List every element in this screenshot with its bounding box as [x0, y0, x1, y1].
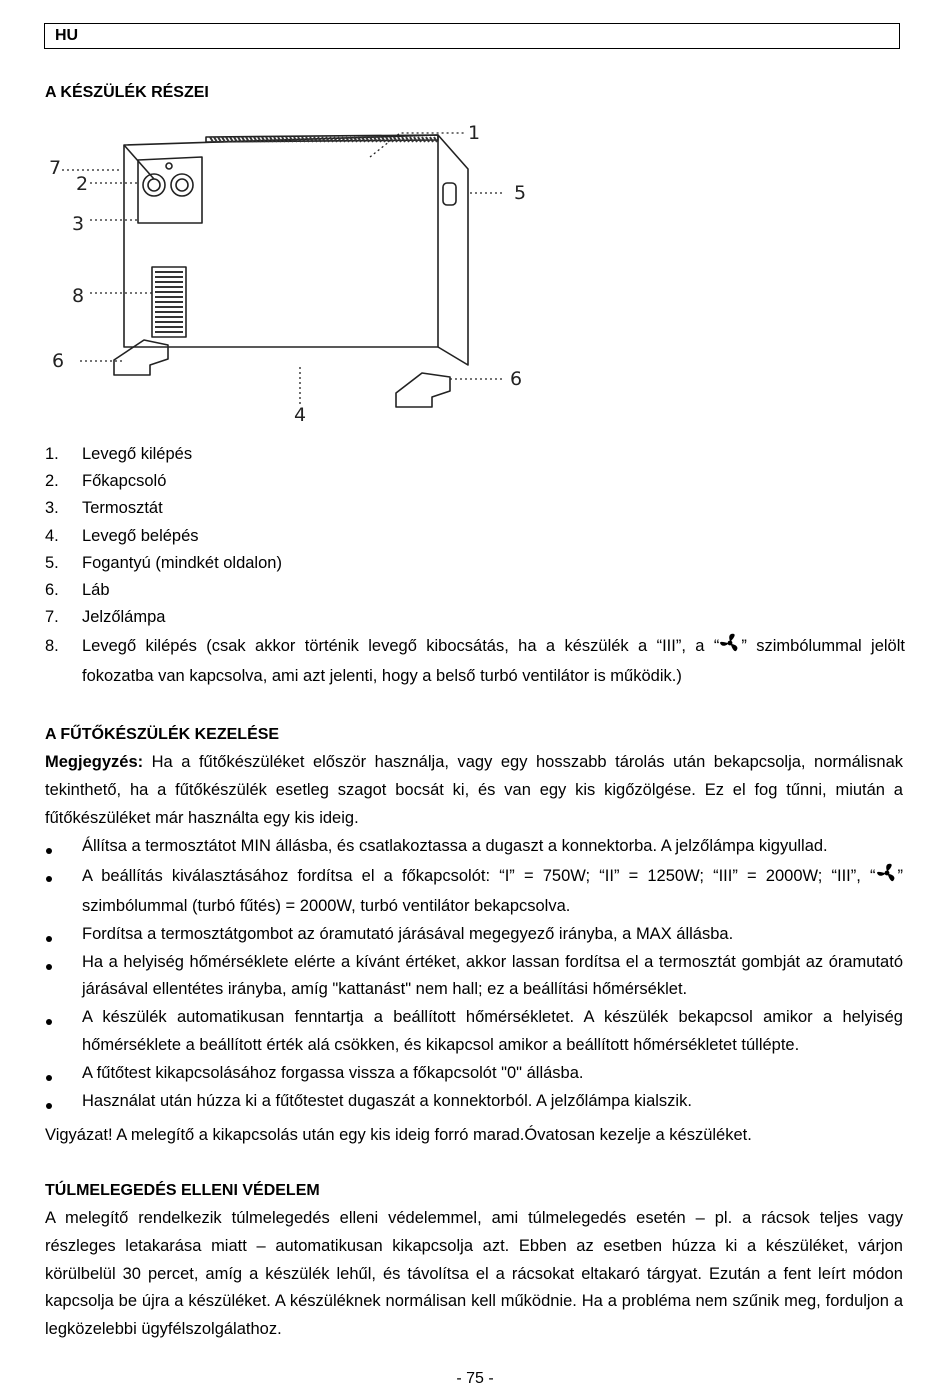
- language-code: HU: [55, 27, 79, 44]
- main-switch-knob: [143, 174, 165, 196]
- operation-section-title: A FŰTŐKÉSZÜLÉK KEZELÉSE: [45, 726, 280, 743]
- callout-5: 5: [514, 182, 527, 204]
- list-item: 5. Fogantyú (mindkét oldalon): [45, 553, 282, 572]
- note-paragraph: Megjegyzés: Ha a fűtőkészüléket először használja, vagy egy hosszabb tárolás után bekapcsolja, normálisnak tekinthető, ha a fűtőkészülék esetleg szagot bocsát ki, és van egy kis kigőzölgése. Ez el fog tűnni, miután a fűtőkészüléket már használta egy kis ideig.: [45, 753, 903, 827]
- callout-6-right: 6: [510, 368, 523, 390]
- page-number: - 75 -: [456, 1370, 494, 1387]
- thermostat-knob: [171, 174, 193, 196]
- list-item: A fűtőtest kikapcsolásához forgassa vissza a főkapcsolót "0" állásba.: [45, 1060, 903, 1088]
- callout-6-left: 6: [52, 350, 65, 372]
- callout-7: 7: [49, 157, 62, 179]
- list-item: 4. Levegő belépés: [45, 526, 199, 545]
- note-label: Megjegyzés:: [45, 753, 144, 771]
- list-item: 8. Levegő kilépés (csak akkor történik levegő kibocsátás, ha a készülék a “III”, a “ ” szimbólummal jelölt fokozatba van kapcsolva, ami azt jelenti, hogy a belső turbó ventilátor is működik.): [45, 631, 905, 691]
- right-foot: [396, 373, 450, 407]
- list-item: Állítsa a termosztátot MIN állásba, és csatlakoztassa a dugaszt a konnektorba. A jelzőlámpa kigyullad.: [45, 833, 903, 861]
- list-item: 3. Termosztát: [45, 499, 163, 518]
- list-item: 1. Levegő kilépés: [45, 445, 193, 463]
- heater-side-panel: [438, 135, 468, 365]
- list-item: A készülék automatikusan fenntartja a beállított hőmérsékletet. A készülék bekapcsol amikor a helyiség hőmérséklete a beállított érték alá csökken, és kikapcsol amikor a beállított hőmérsékletet túllépte.: [45, 1004, 903, 1060]
- list-item: 7. Jelzőlámpa: [45, 608, 166, 627]
- indicator-lamp: [166, 163, 172, 169]
- overheat-section-title: TÚLMELEGEDÉS ELLENI VÉDELEM: [45, 1182, 320, 1199]
- front-vent-slats: [155, 272, 183, 332]
- top-air-outlet-grille: [210, 137, 437, 142]
- callout-1: 1: [468, 122, 481, 144]
- list-item: 2. Főkapcsoló: [45, 472, 167, 491]
- list-item: A beállítás kiválasztásához fordítsa el a főkapcsolót: “I” = 750W; “II” = 1250W; “III” = 2000W; “III”, “ ” szimbólummal (turbó fűtés) = 2000W, turbó ventilátor bekapcsolva.: [45, 861, 903, 921]
- warning-text: Vigyázat! A melegítő a kikapcsolás után egy kis ideig forró marad.Óvatosan kezelje a készüléket.: [45, 1126, 752, 1144]
- list-item: Fordítsa a termosztátgombot az óramutató járásával megegyező irányba, a MAX állásba.: [45, 921, 903, 949]
- parts-list: [45, 441, 905, 691]
- list-item: Ha a helyiség hőmérséklete elérte a kívánt értéket, akkor lassan fordítsa el a termosztát gombját az óramutató járásával ellentétes irányba, amíg "kattanást" nem hall; ez a beállítási hőmérséklet.: [45, 949, 903, 1005]
- callout-4: 4: [294, 404, 307, 426]
- callout-3: 3: [72, 213, 85, 235]
- handle-shape: [443, 183, 456, 205]
- fan-icon: [876, 863, 898, 883]
- overheat-paragraph: A melegítő rendelkezik túlmelegedés elleni védelemmel, ami túlmelegedés esetén – pl. a rácsok teljes vagy részleges letakarása miatt – automatikusan kikapcsolja azt. Ebben az esetben húzza ki a készüléket, várjon körülbelül 30 percet, amíg a készülék lehűl, és távolítsa el a rácsokat eltakaró tárgyat. Ezután a fent leírt módon kapcsolja be újra a készüléket. A készüléknek normálisan kell működnie. Ha a probléma nem szűnik meg, forduljon a legközelebbi ügyfélszolgálathoz.: [45, 1209, 903, 1339]
- operation-steps-list: [45, 833, 903, 1115]
- left-foot: [114, 340, 168, 375]
- fan-icon: [719, 633, 741, 653]
- callout-2: 2: [76, 173, 89, 195]
- callout-8: 8: [72, 285, 85, 307]
- heater-diagram: [40, 115, 550, 435]
- language-header-box: [44, 23, 900, 49]
- parts-section-title: A KÉSZÜLÉK RÉSZEI: [45, 84, 209, 101]
- list-item: 6. Láb: [45, 581, 110, 600]
- list-item: Használat után húzza ki a fűtőtestet dugaszát a konnektorból. A jelzőlámpa kialszik.: [45, 1088, 903, 1116]
